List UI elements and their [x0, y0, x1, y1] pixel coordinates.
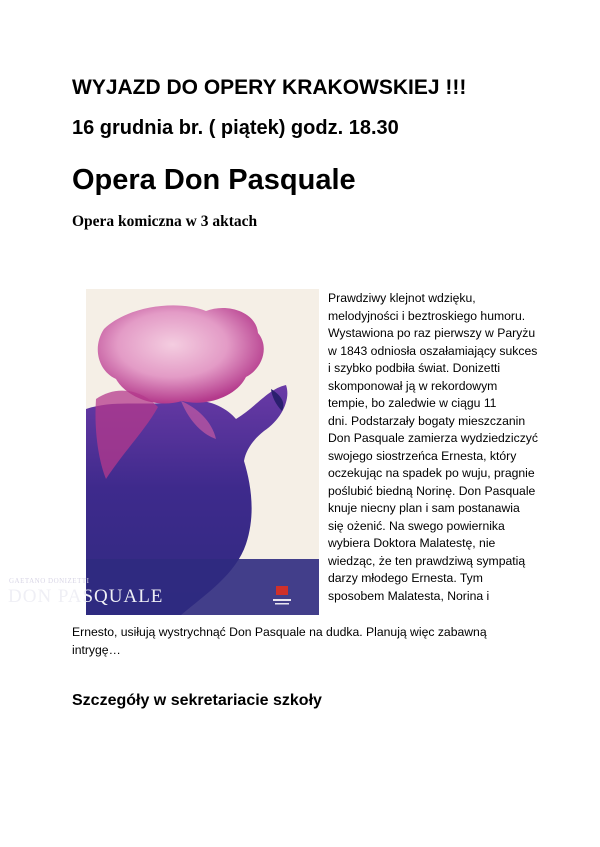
- description-line: Prawdziwy klejnot wdzięku,: [328, 291, 476, 305]
- footer-note: Szczegóły w sekretariacie szkoły: [72, 692, 322, 709]
- description-continuation: [72, 624, 542, 659]
- opera-logo-icon: [272, 585, 292, 607]
- event-date: 16 grudnia br. ( piątek) godz. 18.30: [72, 117, 399, 139]
- description-line: Wystawiona po raz pierwszy w Paryżu: [328, 326, 536, 340]
- description-line: poślubić biedną Norinę. Don Pasquale: [328, 483, 536, 498]
- description-line: melodyjności i beztroskiego humoru.: [328, 308, 526, 323]
- description-line: oczekując na spadek po wuju, pragnie: [328, 466, 535, 480]
- description-line: wiedząc, że ten prawdziwą sympatią: [328, 553, 526, 568]
- description-line: dni. Podstarzały bogaty mieszczanin: [328, 413, 526, 428]
- poster-illustration: [86, 289, 319, 615]
- description-line: darzy młodego Ernesta. Tym: [328, 571, 483, 585]
- poster-composer: GAETANO DONIZETTI: [9, 577, 90, 585]
- description-line: tempie, bo zaledwie w ciągu 11: [328, 396, 497, 410]
- opera-title: Opera Don Pasquale: [72, 164, 356, 196]
- description-line: się ożenić. Na swego powiernika: [328, 518, 505, 533]
- page-title: WYJAZD DO OPERY KRAKOWSKIEJ !!!: [72, 76, 467, 99]
- description-line: Don Pasquale zamierza wydziedziczyć: [328, 431, 538, 445]
- description-line: wybiera Doktora Malatestę, nie: [328, 536, 496, 550]
- description-line: Ernesto, usiłują wystrychnąć Don Pasquale na dudka. Planują więc zabawną: [72, 625, 487, 639]
- description-line: skomponował ją w rekordowym: [328, 378, 498, 393]
- description-line: intrygę…: [72, 642, 121, 657]
- description-line: knuje niecny plan i sam postanawia: [328, 501, 520, 515]
- poster-image: [86, 289, 319, 615]
- poster-title: DON PASQUALE: [8, 586, 164, 607]
- description-line: w 1843 odniosła oszałamiający sukces: [328, 343, 538, 358]
- description-text: [328, 290, 550, 605]
- description-line: sposobem Malatesta, Norina i: [328, 588, 490, 603]
- description-line: i szybko podbiła świat. Donizetti: [328, 361, 501, 375]
- opera-subtitle: Opera komiczna w 3 aktach: [72, 213, 258, 230]
- description-line: swojego siostrzeńca Ernesta, który: [328, 448, 517, 463]
